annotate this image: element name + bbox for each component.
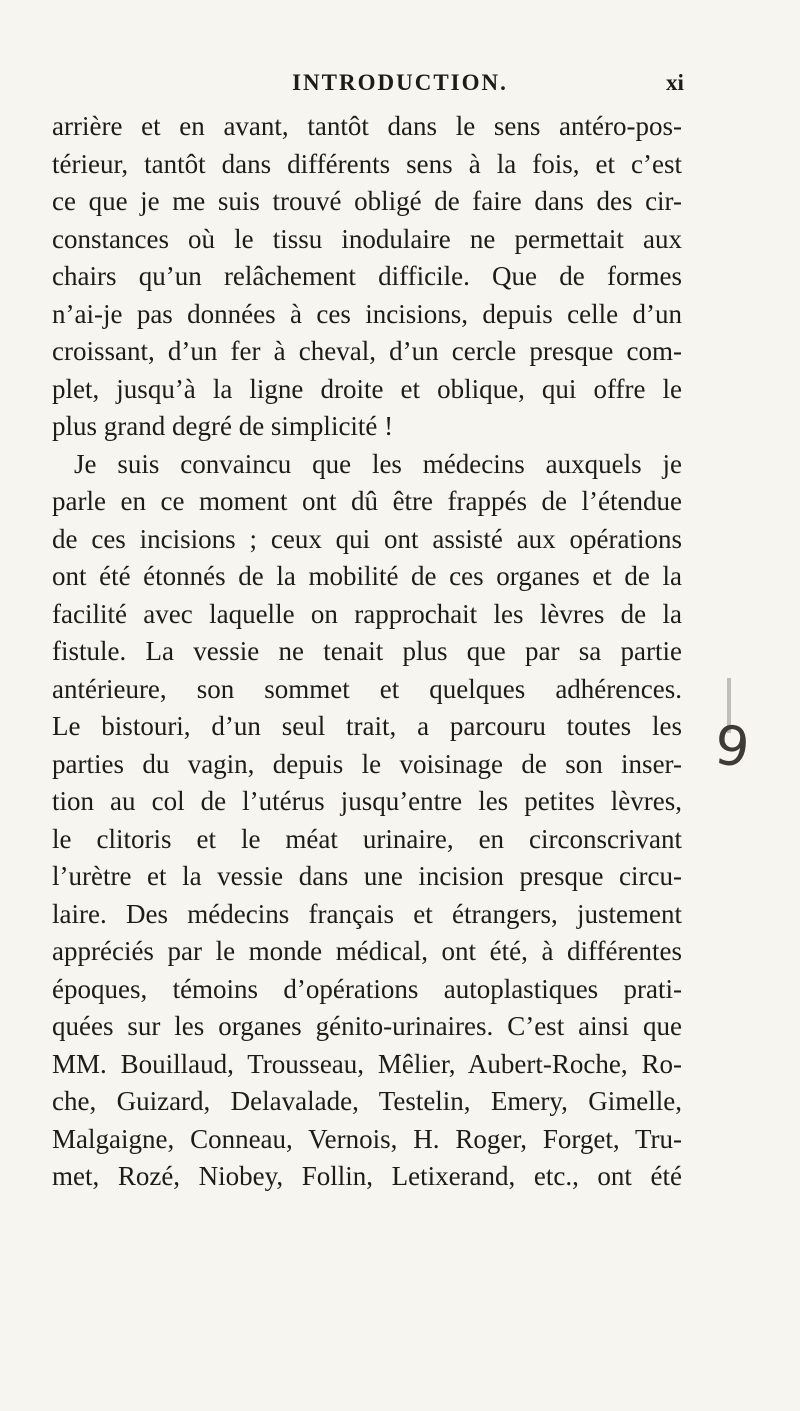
text-line: Je suis convaincu que les médecins auxquels je [74,448,682,479]
handwritten-pencil-mark: 9 [711,713,753,780]
text-line: le clitoris et le méat urinaire, en circonscrivant [52,823,682,854]
text-line: chairs qu’un relâchement difficile. Que de formes [52,261,682,291]
text-line: tion au col de l’utérus jusqu’entre les petites lèvres, [52,786,682,816]
text-line: MM. Bouillaud, Trousseau, Mêlier, Aubert-Roche, Ro- [52,1048,682,1079]
text-line: constances où le tissu inodulaire ne permettait aux [52,223,682,254]
text-line: croissant, d’un fer à cheval, d’un cercle presque com- [52,336,682,366]
text-line: che, Guizard, Delavalade, Testelin, Emery, Gimelle, [52,1086,682,1116]
text-line: plet, jusqu’à la ligne droite et oblique, qui offre le [52,373,682,404]
text-line: époques, témoins d’opérations autoplastiques prati- [52,973,682,1004]
running-title: INTRODUCTION. [292,70,508,95]
text-line: Malgaigne, Conneau, Vernois, H. Roger, Forget, Tru- [52,1123,682,1154]
text-line: fistule. La vessie ne tenait plus que par sa partie [52,636,682,666]
text-line: plus grand degré de simplicité ! [52,411,394,441]
running-head [0,70,800,100]
text-line: l’urètre et la vessie dans une incision presque circu- [52,861,682,891]
text-line: ce que je me suis trouvé obligé de faire dans des cir- [52,186,682,216]
margin-annotations [700,560,760,780]
text-line: parle en ce moment ont dû être frappés de l’étendue [52,486,682,516]
text-line: de ces incisions ; ceux qui ont assisté aux opérations [52,523,682,554]
body-text [52,108,682,1196]
text-line: arrière et en avant, tantôt dans le sens antéro-pos- [52,111,682,141]
text-line: facilité avec laquelle on rapprochait les lèvres de la [52,598,682,629]
text-line: antérieure, son sommet et quelques adhérences. [52,673,682,704]
text-line: met, Rozé, Niobey, Follin, Letixerand, etc., ont été [52,1161,682,1191]
text-line: parties du vagin, depuis le voisinage de son inser- [52,748,682,779]
text-line: ont été étonnés de la mobilité de ces organes et de la [52,561,682,591]
text-line: laire. Des médecins français et étrangers, justement [52,898,682,929]
text-line: n’ai-je pas données à ces incisions, depuis celle d’un [52,298,682,329]
text-line: Le bistouri, d’un seul trait, a parcouru toutes les [52,711,682,741]
text-line: quées sur les organes génito-urinaires. C’est ainsi que [52,1011,682,1041]
text-line: appréciés par le monde médical, ont été, à différentes [52,936,682,966]
text-line: térieur, tantôt dans différents sens à la fois, et c’est [52,148,682,179]
page-number: xi [666,70,684,95]
